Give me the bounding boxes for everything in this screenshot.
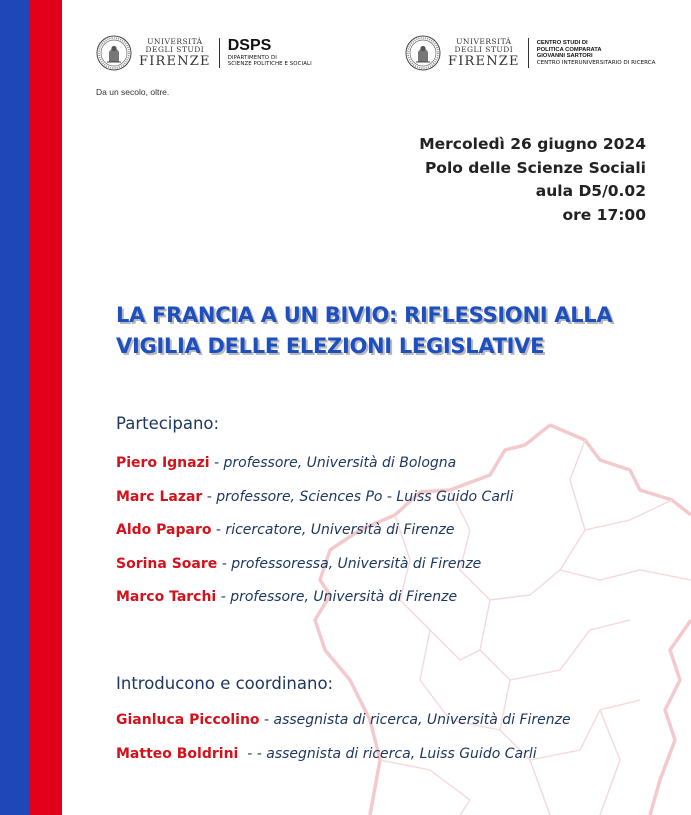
logo-unifi-dsps [96, 30, 312, 76]
participant-item [116, 455, 513, 489]
participant-role: - professore, Università di Firenze [216, 589, 458, 605]
participant-role: - professoressa, Università di Firenze [217, 555, 482, 572]
university-line-2: DEGLI STUDI [145, 44, 205, 54]
university-wordmark [448, 38, 529, 68]
coordinators-heading: Introducono e coordinano: [116, 674, 334, 693]
event-time: ore 17:00 [562, 205, 646, 224]
red-stripe [29, 0, 62, 815]
event-title-line-2: VIGILIA DELLE ELEZIONI LEGISLATIVE [116, 334, 545, 358]
event-title [116, 300, 676, 362]
participants-list [116, 455, 513, 623]
centre-line-4: CENTRO INTERUNIVERSITARIO DI RICERCA [536, 59, 656, 66]
logo-unifi-centro-studi [405, 30, 655, 76]
event-date: Mercoledì 26 giugno 2024 [419, 135, 646, 153]
coordinator-role: - assegnista di ricerca, Università di Firenze [259, 712, 571, 728]
university-line-3: FIRENZE [448, 53, 520, 69]
university-seal-icon [96, 35, 132, 71]
department-name-line-2: SCIENZE POLITICHE E SOCIALI [227, 60, 312, 67]
department-acronym: DSPS [227, 37, 272, 55]
participant-role: - professore, Sciences Po - Luiss Guido Carli [202, 488, 514, 505]
department-name-line-1: DIPARTIMENTO DI [227, 55, 277, 62]
participant-role: - professore, Università di Bologna [209, 455, 457, 471]
participant-name: Marc Lazar [116, 488, 203, 505]
university-line-1: UNIVERSITÀ [456, 36, 512, 46]
university-line-1: UNIVERSITÀ [147, 36, 203, 46]
university-wordmark [139, 38, 220, 68]
centre-line-1: CENTRO STUDI DI [536, 40, 588, 47]
university-seal-icon [405, 35, 441, 71]
university-motto: Da un secolo, oltre. [96, 87, 170, 97]
participant-name: Marco Tarchi [116, 589, 217, 605]
centre-line-3: GIOVANNI SARTORI [536, 53, 593, 60]
centre-wordmark [537, 40, 656, 66]
coordinator-item [116, 746, 571, 780]
participant-name: Aldo Paparo [116, 522, 212, 538]
coordinator-role: - - assegnista di ricerca, Luiss Guido Carli [238, 745, 537, 762]
participant-item [116, 489, 513, 523]
coordinator-name: Matteo Boldrini [116, 745, 239, 762]
event-title-line-1: LA FRANCIA A UN BIVIO: RIFLESSIONI ALLA [116, 303, 613, 327]
event-room: aula D5/0.02 [535, 182, 646, 200]
participant-name: Piero Ignazi [116, 455, 210, 471]
event-details [419, 133, 646, 227]
university-line-3: FIRENZE [139, 53, 211, 69]
department-wordmark [228, 38, 312, 67]
university-line-2: DEGLI STUDI [454, 44, 514, 54]
participant-item [116, 589, 513, 623]
participant-name: Sorina Soare [116, 555, 218, 572]
centre-line-2: POLITICA COMPARATA [536, 46, 602, 53]
coordinator-item [116, 712, 571, 746]
participant-item [116, 522, 513, 556]
coordinators-list [116, 712, 571, 779]
coordinator-name: Gianluca Piccolino [116, 712, 260, 728]
participant-item [116, 556, 513, 590]
participant-role: - ricercatore, Università di Firenze [211, 522, 455, 538]
blue-stripe [0, 0, 29, 815]
participants-heading: Partecipano: [116, 414, 220, 433]
event-venue: Polo delle Scienze Sociali [424, 158, 646, 177]
